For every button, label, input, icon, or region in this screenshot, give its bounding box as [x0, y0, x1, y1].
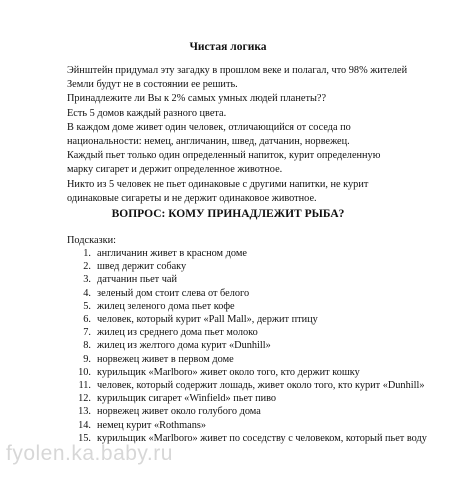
- watermark: fyolen.ka.baby.ru: [6, 442, 173, 465]
- hint-text: жилец зеленого дома пьет кофе: [97, 300, 235, 312]
- intro-paragraph: [67, 64, 447, 206]
- hint-number: 10.: [78, 366, 91, 378]
- hint-number: 9.: [83, 353, 91, 365]
- hint-number: 2.: [83, 261, 91, 273]
- intro-line: Эйнштейн придумал эту загадку в прошлом веке и полагал, что 98% жителей: [67, 65, 408, 76]
- intro-line: В каждом доме живет один человек, отличающийся от соседа по: [67, 121, 351, 133]
- hint-item: [67, 405, 452, 418]
- hint-number: 13.: [78, 406, 91, 418]
- intro-line: одинаковые сигареты и не держит одинаковое животное.: [67, 192, 317, 204]
- hint-text: датчанин пьет чай: [97, 274, 178, 286]
- intro-line: национальности: немец, англичанин, швед, датчанин, норвежец.: [67, 136, 350, 148]
- hint-item: [67, 260, 452, 273]
- hint-number: 1.: [83, 248, 91, 259]
- hint-text: швед держит собаку: [97, 261, 187, 273]
- hint-text: норвежец живет в первом доме: [97, 353, 234, 365]
- hint-item: [67, 247, 452, 260]
- hint-text: курильщик сигарет «Winfield» пьет пиво: [97, 393, 277, 405]
- hint-item: [67, 300, 452, 313]
- document-title: Чистая логика: [189, 41, 267, 53]
- hints-label: Подсказки:: [67, 235, 116, 246]
- hint-item: [67, 287, 452, 300]
- hint-item: [67, 379, 452, 392]
- hint-number: 15.: [78, 432, 91, 444]
- hint-item: [67, 313, 452, 326]
- hint-item: [67, 353, 452, 366]
- hint-text: человек, который содержит лошадь, живет около того, кто курит «Dunhill»: [97, 380, 425, 392]
- hint-number: 6.: [83, 314, 91, 326]
- intro-line: марку сигарет и держит определенное животное.: [67, 164, 283, 176]
- question-heading: ВОПРОС: КОМУ ПРИНАДЛЕЖИТ РЫБА?: [111, 208, 345, 220]
- hint-item: [67, 326, 452, 339]
- intro-line: Каждый пьет только один определенный напиток, курит определенную: [67, 150, 381, 162]
- hint-text: курильщик «Marlboro» живет по соседству с человеком, который пьет воду: [97, 432, 427, 444]
- hint-number: 11.: [78, 380, 91, 392]
- hint-number: 14.: [78, 419, 91, 431]
- intro-line: Земли будут не в состоянии ее решить.: [67, 79, 238, 91]
- intro-line: Принадлежите ли Вы к 2% самых умных людей планеты??: [67, 93, 327, 105]
- hint-text: жилец из среднего дома пьет молоко: [97, 327, 258, 339]
- hint-item: [67, 273, 452, 286]
- hint-number: 8.: [83, 340, 91, 352]
- hint-number: 4.: [83, 287, 91, 299]
- hint-text: зеленый дом стоит слева от белого: [97, 287, 250, 299]
- hint-number: 5.: [83, 300, 91, 312]
- hint-item: [67, 392, 452, 405]
- hint-item: [67, 419, 452, 432]
- hint-item: [67, 339, 452, 352]
- hint-text: англичанин живет в красном доме: [97, 248, 247, 259]
- hint-number: 12.: [78, 393, 91, 405]
- hint-number: 7.: [83, 327, 91, 339]
- intro-line: Никто из 5 человек не пьет одинаковые с другими напитки, не курит: [67, 178, 369, 190]
- hints-list: [67, 247, 452, 445]
- hint-text: норвежец живет около голубого дома: [97, 406, 261, 418]
- hint-item: [67, 366, 452, 379]
- hint-text: немец курит «Rothmans»: [97, 419, 207, 431]
- hint-text: курильщик «Marlboro» живет около того, кто держит кошку: [97, 366, 360, 378]
- intro-line: Есть 5 домов каждый разного цвета.: [67, 107, 227, 119]
- hint-text: человек, который курит «Pall Mall», держит птицу: [97, 314, 318, 326]
- hint-text: жилец из желтого дома курит «Dunhill»: [97, 340, 271, 352]
- hint-number: 3.: [83, 274, 91, 286]
